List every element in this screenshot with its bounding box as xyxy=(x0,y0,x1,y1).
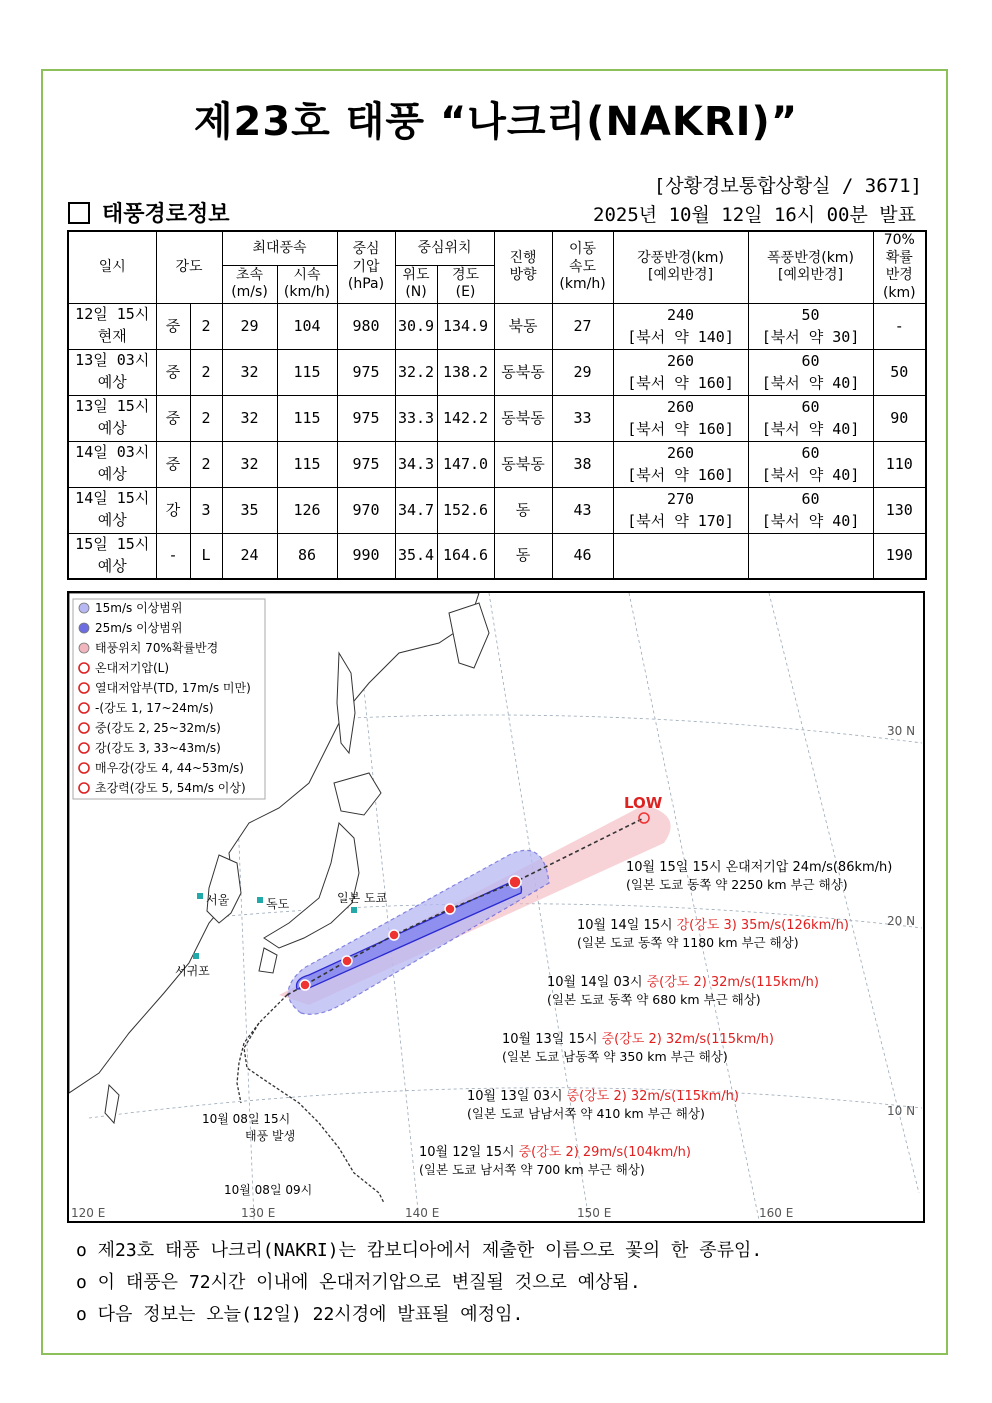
cell-time: 15일 15시 예상 xyxy=(68,533,156,579)
land-taiwan xyxy=(105,1085,119,1123)
origin-start-time: 10월 08일 09시 xyxy=(224,1183,313,1197)
legend-label: 매우강(강도 4, 44~53m/s) xyxy=(95,761,244,775)
typhoon-position-14-15 xyxy=(509,876,521,888)
cell-probability: 190 xyxy=(873,533,926,579)
legend-label: 초강력(강도 5, 54m/s 이상) xyxy=(95,781,246,795)
cell-level: L xyxy=(190,533,222,579)
annotation-headline: 10월 14일 15시 강(강도 3) 35m/s(126km/h) xyxy=(577,918,849,933)
map-legend xyxy=(73,599,265,799)
cell-lat: 32.2 xyxy=(395,349,437,395)
cell-probability: 50 xyxy=(873,349,926,395)
cell-direction: 동북동 xyxy=(494,395,552,441)
cell-strong-radius: 260 [북서 약 160] xyxy=(613,349,748,395)
cell-lat: 30.9 xyxy=(395,303,437,349)
lon-label-160: 160 E xyxy=(759,1206,794,1220)
annotation-headline: 10월 15일 15시 온대저기압 24m/s(86km/h) xyxy=(626,860,893,875)
page-title: 제23호 태풍 “나크리(NAKRI)” xyxy=(193,99,799,145)
lat-label-30: 30 N xyxy=(887,724,916,738)
table-row xyxy=(68,303,926,349)
cell-wind-kmh: 115 xyxy=(277,349,337,395)
header-storm-radius: 폭풍반경(km) [예외반경] xyxy=(748,231,873,303)
cell-grade: 강 xyxy=(156,487,190,533)
lat-label-20: 20 N xyxy=(887,914,916,928)
cell-storm-radius: 60 [북서 약 40] xyxy=(748,487,873,533)
note-1: o 제23호 태풍 나크리(NAKRI)는 캄보디아에서 제출한 이름으로 꽃의 한 종류임. xyxy=(76,1240,763,1261)
typhoon-position-13-03 xyxy=(342,956,352,966)
legend-label: 온대저기압(L) xyxy=(95,661,170,675)
typhoon-grade-3-icon xyxy=(79,743,89,753)
typhoon-track-table xyxy=(67,230,927,580)
cell-storm-radius: 60 [북서 약 40] xyxy=(748,349,873,395)
origin-formed-time: 10월 08일 15시 xyxy=(202,1112,291,1126)
note-2: o 이 태풍은 72시간 이내에 온대저기압으로 변질될 것으로 예상됨. xyxy=(76,1272,641,1293)
cell-level: 2 xyxy=(190,349,222,395)
cell-wind-kmh: 86 xyxy=(277,533,337,579)
place-seogwipo: 서귀포 xyxy=(175,964,210,978)
cell-lat: 35.4 xyxy=(395,533,437,579)
typhoon-track-map xyxy=(67,591,925,1223)
cell-pressure: 990 xyxy=(337,533,395,579)
cell-time: 12일 15시 현재 xyxy=(68,303,156,349)
low-label: LOW xyxy=(624,794,663,812)
cell-pressure: 970 xyxy=(337,487,395,533)
header-wind-kmh: 시속 (km/h) xyxy=(277,265,337,303)
legend-label: 15m/s 이상범위 xyxy=(95,601,183,615)
legend-label: 강(강도 3, 33~43m/s) xyxy=(95,741,221,755)
checkbox-square-icon xyxy=(68,202,90,224)
typhoon-grade-4-icon xyxy=(79,763,89,773)
probability-circle-icon xyxy=(79,643,89,653)
origin-formed-label: 태풍 발생 xyxy=(245,1129,296,1143)
cell-pressure: 980 xyxy=(337,303,395,349)
cell-lon: 147.0 xyxy=(437,441,494,487)
cell-lat: 34.7 xyxy=(395,487,437,533)
cell-speed: 27 xyxy=(552,303,613,349)
lat-label-10: 10 N xyxy=(887,1104,916,1118)
notes xyxy=(76,1235,762,1331)
legend-label: 열대저압부(TD, 17m/s 미만) xyxy=(95,681,251,695)
header-probability: 70% 확률 반경 (km) xyxy=(873,231,926,303)
table-row xyxy=(68,441,926,487)
section-heading xyxy=(68,197,230,228)
cell-speed: 43 xyxy=(552,487,613,533)
land-kamchatka xyxy=(449,603,489,668)
cell-lat: 34.3 xyxy=(395,441,437,487)
header-lon: 경도 (E) xyxy=(437,265,494,303)
annotation-location: (일본 도쿄 동쪽 약 1180 km 부근 해상) xyxy=(577,935,799,950)
low-pressure-icon xyxy=(79,663,89,673)
cell-storm-radius: 60 [북서 약 40] xyxy=(748,395,873,441)
annotation-location: (일본 도쿄 동쪽 약 2250 km 부근 해상) xyxy=(626,877,848,892)
cell-storm-radius: 50 [북서 약 30] xyxy=(748,303,873,349)
header-time: 일시 xyxy=(68,231,156,303)
map-canvas xyxy=(69,593,922,1220)
section-title: 태풍경로정보 xyxy=(102,202,230,227)
typhoon-grade-1-icon xyxy=(79,703,89,713)
cell-speed: 38 xyxy=(552,441,613,487)
table-row xyxy=(68,349,926,395)
cell-probability: 90 xyxy=(873,395,926,441)
header-speed: 이동 속도 (km/h) xyxy=(552,231,613,303)
cell-direction: 동북동 xyxy=(494,441,552,487)
cell-wind-kmh: 104 xyxy=(277,303,337,349)
cell-strong-radius xyxy=(613,533,748,579)
cell-level: 2 xyxy=(190,395,222,441)
cell-storm-radius: 60 [북서 약 40] xyxy=(748,441,873,487)
cell-lat: 33.3 xyxy=(395,395,437,441)
typhoon-position-13-15 xyxy=(389,930,399,940)
typhoon-position-14-03 xyxy=(445,904,455,914)
marker-tokyo xyxy=(351,907,357,913)
cell-strong-radius: 260 [북서 약 160] xyxy=(613,441,748,487)
place-dokdo: 독도 xyxy=(266,897,290,911)
cell-direction: 동북동 xyxy=(494,349,552,395)
marker-seogwipo xyxy=(193,953,199,959)
cell-strong-radius: 240 [북서 약 140] xyxy=(613,303,748,349)
cell-lon: 134.9 xyxy=(437,303,494,349)
place-tokyo: 일본 도쿄 xyxy=(337,891,388,905)
annotation-location: (일본 도쿄 남동쪽 약 350 km 부근 해상) xyxy=(502,1049,728,1064)
marker-seoul xyxy=(197,893,203,899)
place-seoul: 서울 xyxy=(206,893,230,907)
cell-wind-ms: 32 xyxy=(222,349,277,395)
cell-time: 13일 03시 예상 xyxy=(68,349,156,395)
source-department: [상황경보통합상황실 / 3671] xyxy=(653,175,922,197)
cell-pressure: 975 xyxy=(337,395,395,441)
cell-lon: 142.2 xyxy=(437,395,494,441)
cell-grade: 중 xyxy=(156,303,190,349)
cell-lon: 164.6 xyxy=(437,533,494,579)
header-center: 중심위치 xyxy=(395,231,494,265)
cell-level: 2 xyxy=(190,303,222,349)
table-row xyxy=(68,395,926,441)
legend-label: -(강도 1, 17~24m/s) xyxy=(95,701,214,715)
cell-time: 13일 15시 예상 xyxy=(68,395,156,441)
cell-grade: 중 xyxy=(156,349,190,395)
typhoon-grade-5-icon xyxy=(79,783,89,793)
cell-direction: 북동 xyxy=(494,303,552,349)
issued-time: 2025년 10월 12일 16시 00분 발표 xyxy=(593,204,916,226)
annotation-headline: 10월 14일 03시 중(강도 2) 32m/s(115km/h) xyxy=(547,975,819,990)
lon-label-130: 130 E xyxy=(241,1206,276,1220)
annotation-headline: 10월 13일 03시 중(강도 2) 32m/s(115km/h) xyxy=(467,1089,739,1104)
cell-speed: 33 xyxy=(552,395,613,441)
cell-grade: 중 xyxy=(156,441,190,487)
cell-grade: 중 xyxy=(156,395,190,441)
cell-pressure: 975 xyxy=(337,349,395,395)
lon-label-140: 140 E xyxy=(405,1206,440,1220)
land-honshu xyxy=(264,823,359,948)
header-max-wind: 최대풍속 xyxy=(222,231,337,265)
cell-wind-kmh: 115 xyxy=(277,441,337,487)
note-3: o 다음 정보는 오늘(12일) 22시경에 발표될 예정임. xyxy=(76,1304,524,1325)
cell-wind-ms: 32 xyxy=(222,441,277,487)
legend-label: 태풍위치 70%확률반경 xyxy=(95,641,219,655)
cell-speed: 46 xyxy=(552,533,613,579)
annotation-location: (일본 도쿄 남남서쪽 약 410 km 부근 해상) xyxy=(467,1106,705,1121)
cell-pressure: 975 xyxy=(337,441,395,487)
cell-probability: 130 xyxy=(873,487,926,533)
cell-time: 14일 03시 예상 xyxy=(68,441,156,487)
cell-wind-ms: 35 xyxy=(222,487,277,533)
cell-grade: - xyxy=(156,533,190,579)
table-row xyxy=(68,487,926,533)
cell-probability: - xyxy=(873,303,926,349)
header-wind-ms: 초속 (m/s) xyxy=(222,265,277,303)
typhoon-grade-2-icon xyxy=(79,723,89,733)
annotation-location: (일본 도쿄 동쪽 약 680 km 부근 해상) xyxy=(547,992,761,1007)
header-direction: 진행 방향 xyxy=(494,231,552,303)
cell-wind-ms: 29 xyxy=(222,303,277,349)
cell-level: 2 xyxy=(190,441,222,487)
legend-label: 25m/s 이상범위 xyxy=(95,621,183,635)
land-hokkaido xyxy=(334,773,381,815)
cell-probability: 110 xyxy=(873,441,926,487)
cell-direction: 동 xyxy=(494,533,552,579)
cell-direction: 동 xyxy=(494,487,552,533)
header-pressure: 중심 기압 (hPa) xyxy=(337,231,395,303)
cell-strong-radius: 270 [북서 약 170] xyxy=(613,487,748,533)
cell-lon: 152.6 xyxy=(437,487,494,533)
typhoon-position-current xyxy=(300,980,310,990)
table-row xyxy=(68,533,926,579)
cell-wind-kmh: 115 xyxy=(277,395,337,441)
cell-speed: 29 xyxy=(552,349,613,395)
cell-storm-radius xyxy=(748,533,873,579)
header-lat: 위도 (N) xyxy=(395,265,437,303)
marker-dokdo xyxy=(257,897,263,903)
cell-wind-kmh: 126 xyxy=(277,487,337,533)
cell-level: 3 xyxy=(190,487,222,533)
header-intensity: 강도 xyxy=(156,231,222,303)
legend-label: 중(강도 2, 25~32m/s) xyxy=(95,721,221,735)
annotation-location: (일본 도쿄 남서쪽 약 700 km 부근 해상) xyxy=(419,1162,645,1177)
cell-time: 14일 15시 예상 xyxy=(68,487,156,533)
annotation-headline: 10월 12일 15시 중(강도 2) 29m/s(104km/h) xyxy=(419,1145,691,1160)
lon-label-120: 120 E xyxy=(71,1206,106,1220)
cell-lon: 138.2 xyxy=(437,349,494,395)
annotation-headline: 10월 13일 15시 중(강도 2) 32m/s(115km/h) xyxy=(502,1032,774,1047)
cell-wind-ms: 24 xyxy=(222,533,277,579)
cell-wind-ms: 32 xyxy=(222,395,277,441)
cell-strong-radius: 260 [북서 약 160] xyxy=(613,395,748,441)
wind-25-circle-icon xyxy=(79,623,89,633)
header-strong-radius: 강풍반경(km) [예외반경] xyxy=(613,231,748,303)
land-kyushu xyxy=(259,948,277,973)
wind-15-circle-icon xyxy=(79,603,89,613)
lon-label-150: 150 E xyxy=(577,1206,612,1220)
tropical-depression-icon xyxy=(79,683,89,693)
